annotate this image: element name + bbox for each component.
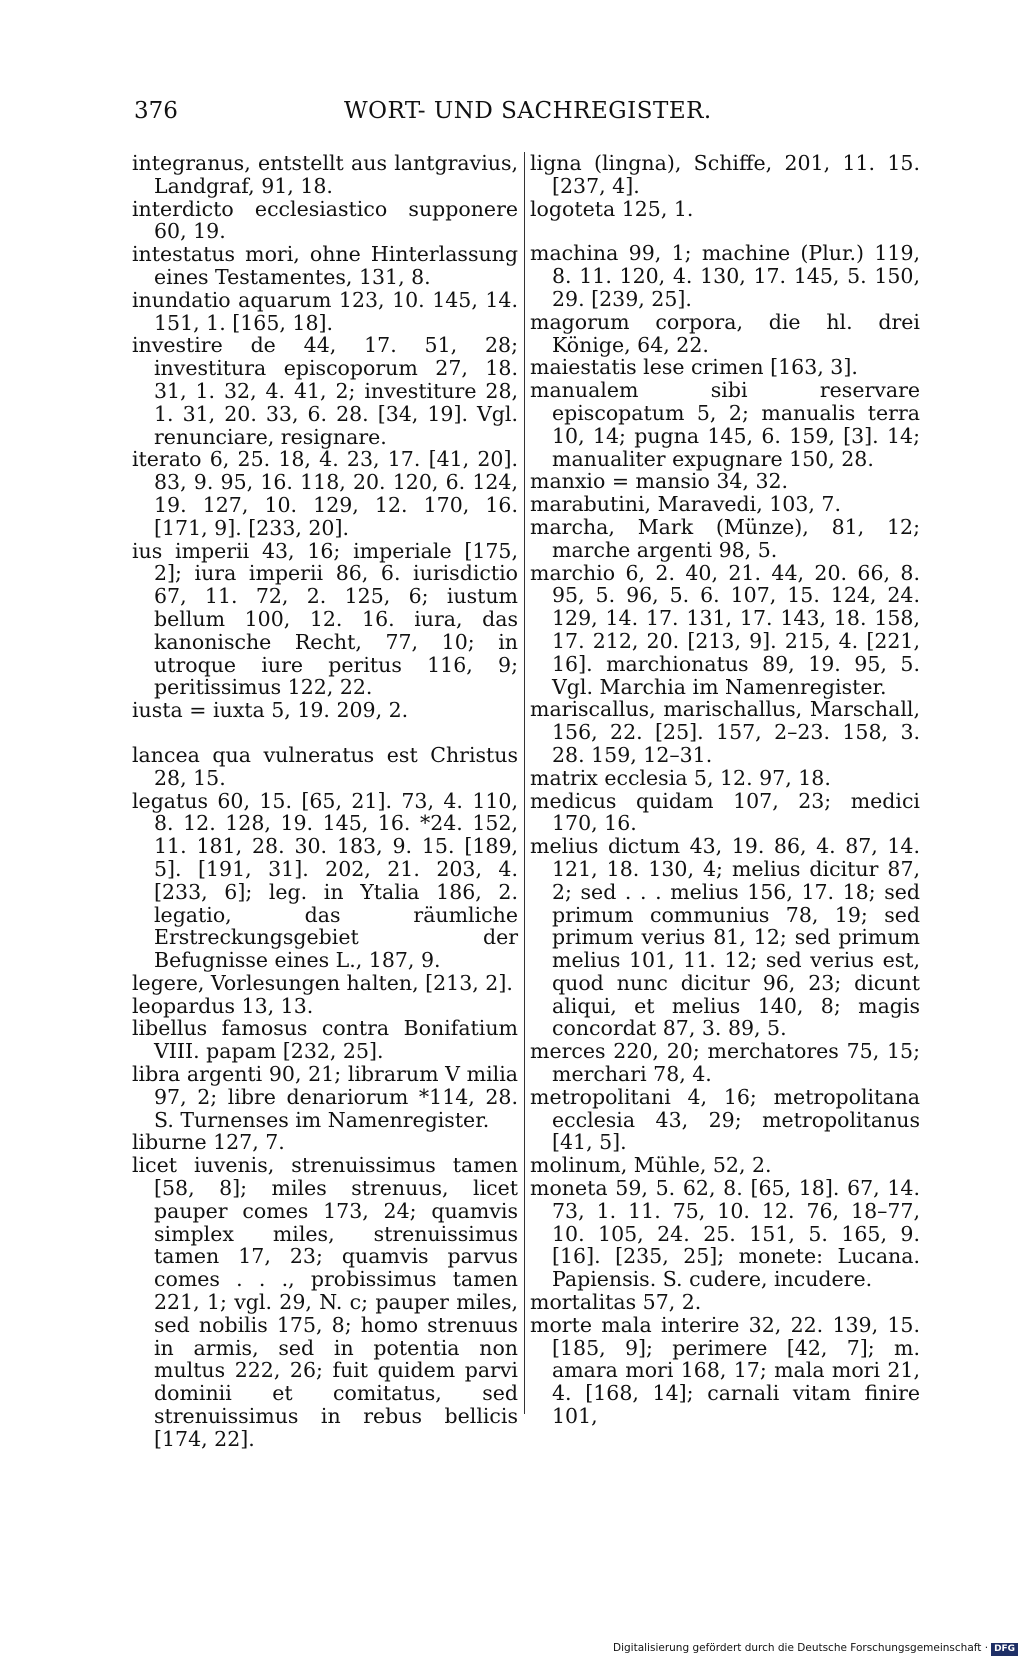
- index-entry: marabutini, Maravedi, 103, 7.: [530, 492, 841, 517]
- index-entry: machina 99, 1; machine (Plur.) 119, 8. 11. 120, 4. 130, 17. 145, 5. 150, 29. [239, 25].: [530, 241, 920, 311]
- index-entry: morte mala interire 32, 22. 139, 15. [185, 9]; perimere [42, 7]; m. amara mori 168, 17; mala mori 21, 4. [168, 14]; carnali vitam finire 101,: [530, 1312, 920, 1429]
- index-column-right: [530, 152, 920, 1428]
- index-entry: merces 220, 20; merchatores 75, 15; merchari 78, 4.: [530, 1039, 920, 1087]
- index-entry: metropolitani 4, 16; metropolitana ecclesia 43, 29; metropolitanus [41, 5].: [530, 1084, 920, 1155]
- index-entry: ius imperii 43, 16; imperiale [175, 2]; iura imperii 86, 6. iurisdictio 67, 11. 72, 2. 125, 6; iustum bellum 100, 12. 16. iura, das kanonische Recht, 77, 10; in utroque iure peritus 116, 9; peritissimus 122, 22.: [132, 538, 518, 700]
- index-entry: mortalitas 57, 2.: [530, 1290, 702, 1315]
- index-entry: ligna (lingna), Schiffe, 201, 11. 15. [237, 4].: [530, 151, 920, 198]
- index-entry: inundatio aquarum 123, 10. 145, 14. 151, 1. [165, 18].: [132, 287, 518, 335]
- index-entry: integranus, entstellt aus lantgravius, Landgraf, 91, 18.: [132, 151, 518, 198]
- index-entry: libellus famosus contra Bonifatium VIII. papam [232, 25].: [132, 1016, 518, 1064]
- index-column-left: [132, 152, 518, 1451]
- index-entry: interdicto ecclesiastico supponere 60, 19.: [132, 196, 518, 244]
- index-entry: lancea qua vulneratus est Christus 28, 15.: [132, 742, 518, 790]
- index-entry: medicus quidam 107, 23; medici 170, 16.: [530, 788, 920, 836]
- index-entry: iterato 6, 25. 18, 4. 23, 17. [41, 20]. 83, 9. 95, 16. 118, 20. 120, 6. 124, 19. 127, 10. 129, 12. 170, 16. [171, 9]. [233, 20].: [132, 447, 518, 540]
- index-entry: magorum corpora, die hl. drei Könige, 64, 22.: [530, 309, 920, 357]
- index-entry: maiestatis lese crimen [163, 3].: [530, 355, 858, 380]
- index-entry: marchio 6, 2. 40, 21. 44, 20. 66, 8. 95, 5. 96, 5. 6. 107, 15. 124, 24. 129, 14. 17. 131, 17. 143, 18. 158, 17. 212, 20. [213, 9]. 215, 4. [221, 16]. marchionatus 89, 19. 95, 5. Vgl. Marchia im Namenregister.: [530, 560, 920, 699]
- index-entry: matrix ecclesia 5, 12. 97, 18.: [530, 765, 831, 790]
- index-entry: marcha, Mark (Münze), 81, 12; marche argenti 98, 5.: [530, 514, 920, 562]
- index-entry: libra argenti 90, 21; librarum V milia 97, 2; libre denariorum *114, 28. S. Turnenses im Namenregister.: [132, 1062, 518, 1132]
- column-divider: [524, 152, 525, 1414]
- index-entry: logoteta 125, 1.: [530, 196, 694, 221]
- index-entry: melius dictum 43, 19. 86, 4. 87, 14. 121, 18. 130, 4; melius dicitur 87, 2; sed . . . melius 156, 17. 18; sed primum communius 78, 19; sed primum verius 81, 12; sed primum melius 101, 11. 12; sed verius est, quod nunc dicitur 96, 23; dicunt aliqui, et melius 140, 8; magis concordat 87, 3. 89, 5.: [530, 834, 920, 1041]
- index-entry: moneta 59, 5. 62, 8. [65, 18]. 67, 14. 73, 1. 11. 75, 10. 12. 76, 18–77, 10. 105, 24. 25. 151, 5. 165, 9. [16]. [235, 25]; monete: Lucana. Papiensis. S. cudere, incudere.: [530, 1176, 920, 1292]
- index-entry: molinum, Mühle, 52, 2.: [530, 1153, 772, 1178]
- index-entry: licet iuvenis, strenuissimus tamen [58, 8]; miles strenuus, licet pauper comes 173, 24; quamvis simplex miles, strenuissimus tamen 17, 23; quamvis parvus comes . . ., probissimus tamen 221, 1; vgl. 29, N. c; pauper miles, sed nobilis 175, 8; homo strenuus in armis, sed in potentia non multus 222, 26; fuit quidem parvi dominii et comitatus, sed strenuissimus in rebus bellicis [174, 22].: [132, 1153, 518, 1451]
- index-entry: liburne 127, 7.: [132, 1130, 285, 1155]
- letter-section-gap: [132, 722, 518, 744]
- index-entry: leopardus 13, 13.: [132, 993, 314, 1018]
- index-entry: iusta = iuxta 5, 19. 209, 2.: [132, 698, 409, 723]
- digitization-credit: [613, 1640, 1016, 1656]
- index-entry: legere, Vorlesungen halten, [213, 2].: [132, 970, 513, 995]
- page-number: 376: [134, 98, 178, 124]
- funding-notice: Digitalisierung gefördert durch die Deutsche Forschungsgemeinschaft ·: [613, 1642, 989, 1654]
- page-header: [134, 94, 734, 128]
- index-entry: manualem sibi reservare episcopatum 5, 2; manualis terra 10, 14; pugna 145, 6. 159, [3]. 14; manualiter expugnare 150, 28.: [530, 378, 920, 471]
- dfg-logo: DFG: [991, 1643, 1018, 1656]
- index-entry: investire de 44, 17. 51, 28; investitura episcoporum 27, 18. 31, 1. 32, 4. 41, 2; investiture 28, 1. 31, 20. 33, 6. 28. [34, 19]. Vgl. renunciare, resignare.: [132, 333, 518, 449]
- running-title: WORT- UND SACHREGISTER.: [344, 98, 712, 124]
- index-entry: manxio = mansio 34, 32.: [530, 469, 789, 494]
- index-entry: legatus 60, 15. [65, 21]. 73, 4. 110, 8. 12. 128, 19. 145, 16. *24. 152, 11. 181, 28. 30. 183, 9. 15. [189, 5]. [191, 31]. 202, 21. 203, 4. [233, 6]; leg. in Ytalia 186, 2. legatio, das räumliche Erstreckungsgebiet der Befugnisse eines L., 187, 9.: [132, 788, 518, 973]
- index-entry: intestatus mori, ohne Hinterlassung eines Testamentes, 131, 8.: [132, 242, 518, 289]
- index-entry: mariscallus, marischallus, Marschall, 156, 22. [25]. 157, 2–23. 158, 3. 28. 159, 12–31.: [530, 697, 920, 767]
- letter-section-gap: [530, 220, 920, 242]
